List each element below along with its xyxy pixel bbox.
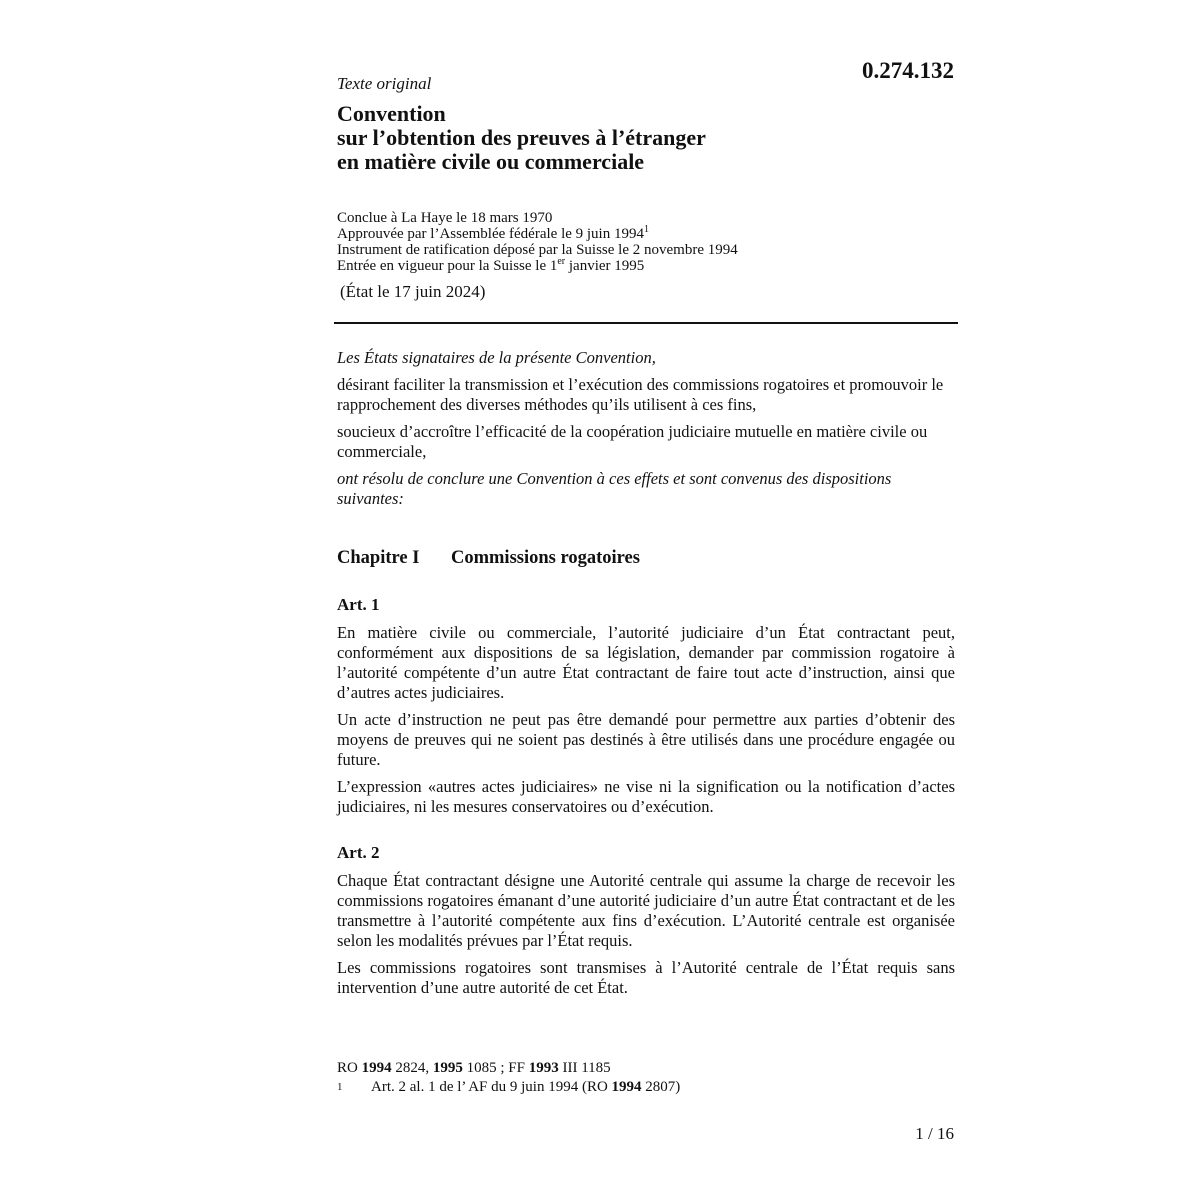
article-2 [337, 843, 955, 998]
document-title [337, 102, 955, 174]
ref-year: 1994 [361, 1060, 392, 1076]
preamble-conclusion: ont résolu de conclure une Convention à ces effets et sont convenus des dispositions suivantes: [337, 469, 892, 508]
main-column [337, 74, 955, 1005]
article-1 [337, 595, 955, 817]
footnote-text [371, 1078, 680, 1097]
article-paragraph: En matière civile ou commerciale, l’autorité judiciaire d’un État contractant peut, conformément aux dispositions de sa législation, demander par commission rogatoire à l’autorité compétente d’un autre État contractant de faire tout acte d’instruction, ainsi que d’autres actes judiciaires. [337, 623, 955, 702]
concluded-line: Conclue à La Haye le 18 mars 1970 [337, 210, 553, 226]
entry-text-end: janvier 1995 [565, 258, 645, 274]
footnote-number: 1 [337, 1081, 343, 1093]
footnote-ref[interactable]: 1 [643, 224, 649, 235]
chapter-title: Commissions rogatoires [451, 548, 640, 568]
title-line: Convention [337, 101, 446, 126]
footnote-text-part: 2807) [641, 1079, 681, 1095]
footnote-text-part: Art. 2 al. 1 de l’ AF du 9 juin 1994 (RO [371, 1079, 612, 1095]
title-line: en matière civile ou commerciale [337, 149, 645, 174]
preamble-intro: Les États signataires de la présente Convention, [337, 348, 656, 367]
article-paragraph: Les commissions rogatoires sont transmises à l’Autorité centrale de l’État requis sans intervention d’une autre autorité de cet État. [337, 958, 955, 997]
ref-text: 1085 ; FF [462, 1060, 529, 1076]
enactment-metadata [337, 210, 955, 274]
title-line: sur l’obtention des preuves à l’étranger [337, 125, 706, 150]
ref-text: III 1185 [558, 1060, 611, 1076]
article-heading: Art. 1 [337, 595, 380, 614]
approved-text: Approuvée par l’Assemblée fédérale le 9 juin 1994 [337, 226, 644, 242]
page-number: 1 / 16 [915, 1124, 954, 1143]
ref-text: RO [337, 1060, 362, 1076]
footnote-year: 1994 [611, 1079, 642, 1095]
ordinal-suffix: er [557, 256, 566, 267]
sr-number: 0.274.132 [862, 58, 954, 83]
preamble [337, 348, 955, 509]
preamble-paragraph: désirant faciliter la transmission et l’exécution des commissions rogatoires et promouvoir le rapprochement des diverses méthodes qu’ils utilisent à ces fins, [337, 375, 944, 414]
ref-text: 2824, [391, 1060, 433, 1076]
header-divider [334, 322, 958, 324]
footnotes [337, 1059, 955, 1097]
ratification-line: Instrument de ratification déposé par la Suisse le 2 novembre 1994 [337, 242, 738, 258]
article-paragraph: L’expression «autres actes judiciaires» ne vise ni la signification ou la notification d’actes judiciaires, ni les mesures conservatoires ou d’exécution. [337, 777, 955, 816]
article-paragraph: Un acte d’instruction ne peut pas être demandé pour permettre aux parties d’obtenir des moyens de preuves qui ne soient pas destinés à être utilisés dans une procédure engagée ou future. [337, 710, 955, 769]
footnote-1 [337, 1078, 955, 1097]
chapter-number: Chapitre I [337, 548, 420, 568]
approved-line [337, 226, 955, 242]
article-heading: Art. 2 [337, 843, 380, 862]
publication-reference [337, 1059, 955, 1078]
state-date: (État le 17 juin 2024) [340, 282, 486, 301]
article-paragraph: Chaque État contractant désigne une Autorité centrale qui assume la charge de recevoir les commissions rogatoires émanant d’une autorité judiciaire d’un autre État contractant et de les transmettre à l’autorité compétente aux fins d’exécution. L’Autorité centrale est organisée selon les modalités prévues par l’État requis. [337, 871, 955, 950]
ref-year: 1993 [528, 1060, 559, 1076]
entry-text: Entrée en vigueur pour la Suisse le 1 [337, 258, 558, 274]
preamble-paragraph: soucieux d’accroître l’efficacité de la coopération judiciaire mutuelle en matière civile ou commerciale, [337, 422, 928, 461]
entry-into-force-line [337, 258, 955, 274]
ref-year: 1995 [432, 1060, 463, 1076]
chapter-heading [337, 548, 955, 569]
status-label: Texte original [337, 74, 432, 93]
